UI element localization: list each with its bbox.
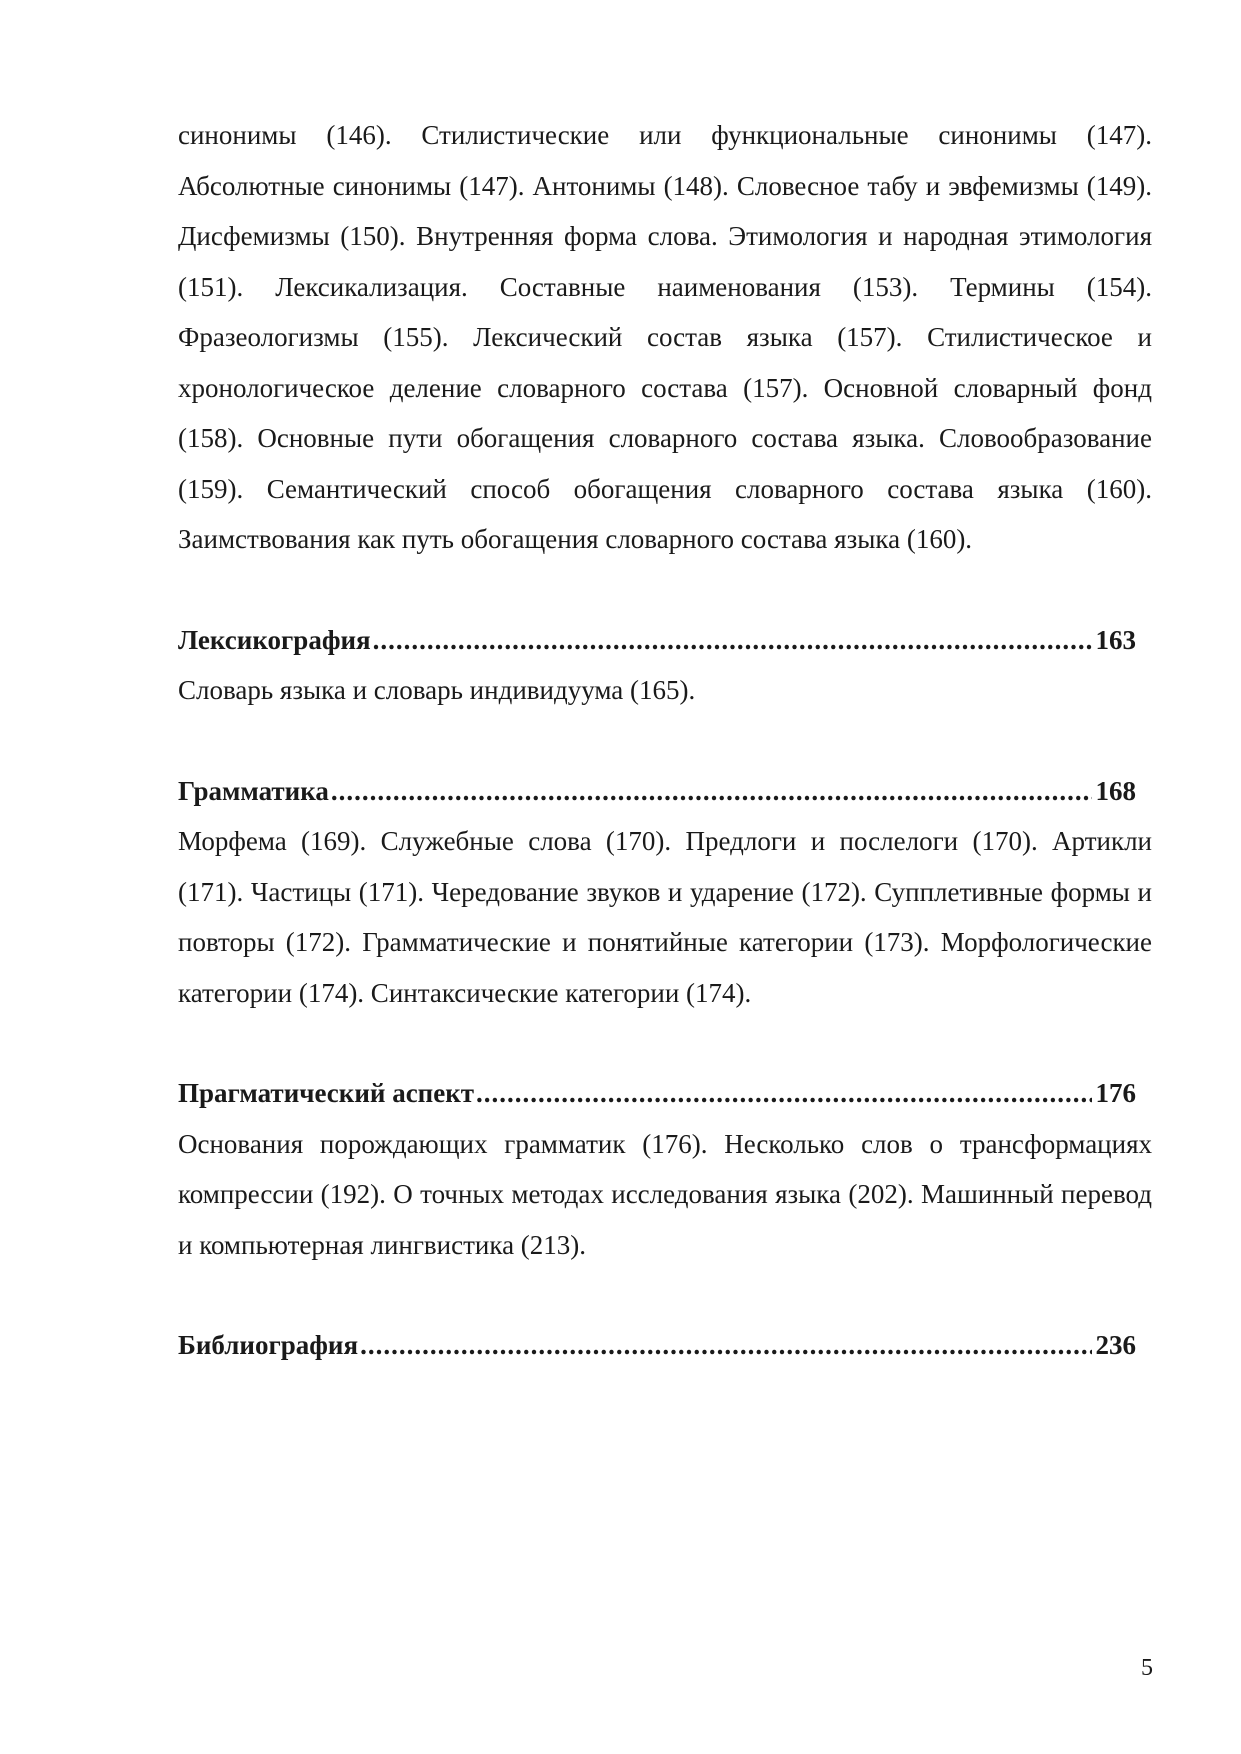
spacer [178, 1018, 1152, 1068]
toc-page [178, 110, 1152, 1371]
toc-entry-title: Библиография [178, 1330, 359, 1360]
spacer [178, 565, 1152, 615]
dot-leader [331, 766, 1092, 817]
toc-entry-page: 163 [1095, 624, 1136, 655]
dot-leader [476, 1068, 1091, 1119]
toc-entry-title: Лексикография [178, 624, 371, 655]
toc-entry-title: Прагматический аспект [178, 1078, 475, 1108]
toc-entry-page: 236 [1095, 1330, 1136, 1360]
toc-entry-description: Основания порождающих грамматик (176). Несколько слов о трансформациях компрессии (192). О точных методах исследования языка (202). Машинный перевод и компьютерная лингвистика (213). [178, 1128, 1152, 1260]
toc-entry-title: Грамматика [178, 775, 329, 806]
spacer [178, 1270, 1152, 1320]
dot-leader [373, 615, 1092, 666]
toc-entry-grammar[interactable] [178, 766, 1136, 817]
toc-entry-lexicography[interactable] [178, 615, 1136, 666]
page-number: 5 [1141, 1655, 1153, 1681]
toc-entry-page: 168 [1095, 775, 1136, 806]
toc-entry-description: Словарь языка и словарь индивидуума (165). [178, 675, 696, 705]
toc-entry-bibliography[interactable] [178, 1320, 1136, 1371]
toc-entry-description: Морфема (169). Служебные слова (170). Предлоги и послелоги (170). Артикли (171). Частицы (171). Чередование звуков и ударение (172). Супплетивные формы и повторы (172). Грамматические и понятийные категории (173). Морфологические категории (174). Синтаксические категории (174). [178, 826, 1152, 1008]
toc-entry-page: 176 [1095, 1078, 1136, 1108]
toc-continuation-paragraph: синонимы (146). Стилистические или функциональные синонимы (147). Абсолютные синонимы (147). Антонимы (148). Словесное табу и эвфемизмы (149). Дисфемизмы (150). Внутренняя форма слова. Этимология и народная этимология (151). Лексикализация. Составные наименования (153). Термины (154). Фразеологизмы (155). Лексический состав языка (157). Стилистическое и хронологическое деление словарного состава (157). Основной словарный фонд (158). Основные пути обогащения словарного состава языка. Словообразование (159). Семантический способ обогащения словарного состава языка (160). Заимствования как путь обогащения словарного состава языка (160). [178, 120, 1152, 554]
toc-entry-pragmatics[interactable] [178, 1068, 1136, 1119]
spacer [178, 716, 1152, 766]
dot-leader [360, 1320, 1091, 1371]
